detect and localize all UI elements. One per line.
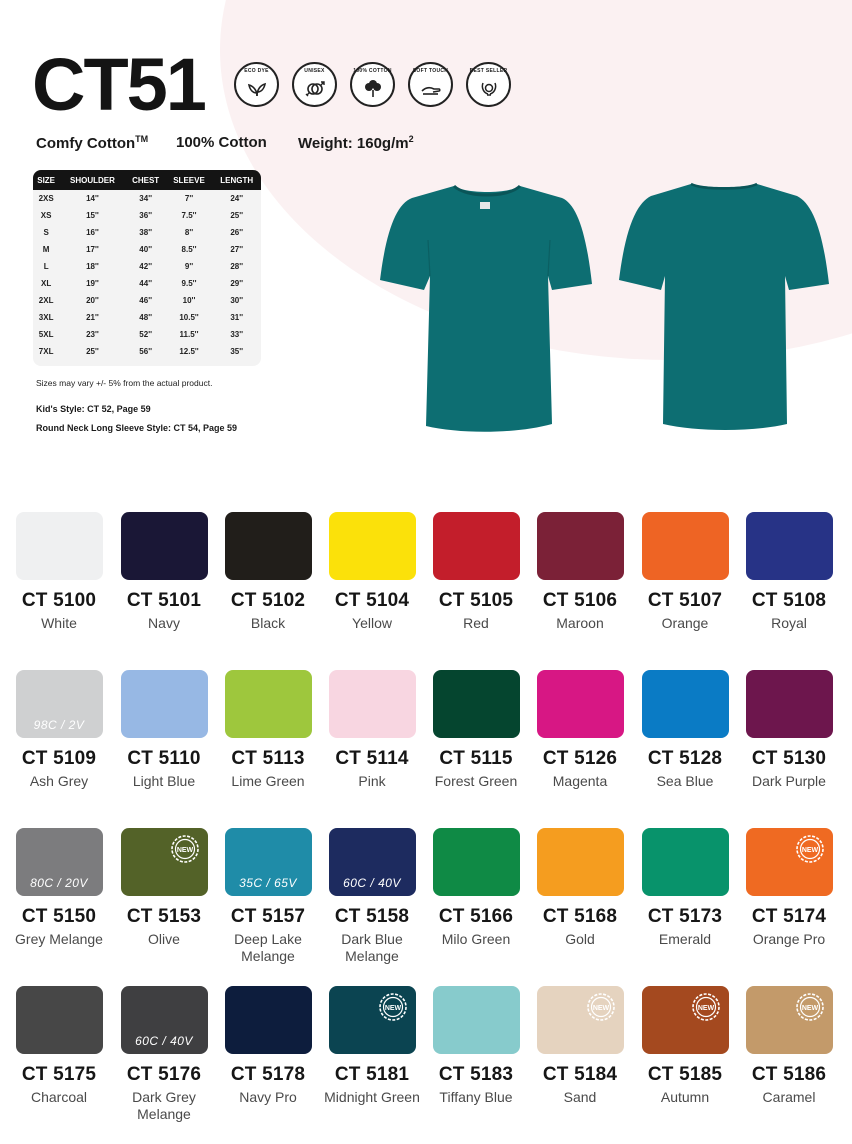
product-title: CT51 — [32, 43, 205, 126]
new-label: NEW — [697, 1005, 714, 1012]
color-name: Orange — [661, 615, 709, 631]
unisex-badge — [292, 62, 337, 107]
size-cell: 11.5'' — [179, 330, 199, 339]
color-code: CT 5130 — [751, 748, 827, 769]
color-name: Emerald — [658, 931, 712, 947]
size-row — [33, 292, 261, 309]
color-swatch-item — [424, 828, 528, 948]
color-name: White — [41, 615, 77, 631]
color-code: CT 5101 — [126, 590, 202, 611]
size-cell: 40'' — [139, 245, 152, 254]
color-chip — [433, 828, 520, 896]
color-chip — [225, 986, 312, 1054]
size-cell: 46'' — [139, 296, 152, 305]
color-name: Milo Green — [441, 931, 511, 947]
color-name: Midnight Green — [324, 1089, 420, 1105]
color-chip — [642, 986, 729, 1054]
eco-dye-badge — [234, 62, 279, 107]
size-row — [33, 258, 261, 275]
color-name: Sea Blue — [656, 773, 714, 789]
color-chip — [537, 986, 624, 1054]
new-label: NEW — [801, 1005, 818, 1012]
weight-spec — [298, 134, 414, 152]
color-chip — [16, 512, 103, 580]
size-cell: 18'' — [86, 262, 99, 271]
size-column-header: SLEEVE — [166, 170, 213, 190]
size-cell: 48'' — [139, 313, 152, 322]
color-name: Dark Grey Melange — [132, 1089, 196, 1122]
size-cell: 7.5'' — [181, 211, 197, 220]
color-swatch-item — [737, 670, 841, 790]
color-swatch-item — [424, 986, 528, 1106]
color-code: CT 5173 — [647, 906, 723, 927]
color-name: Charcoal — [30, 1089, 88, 1105]
long-sleeve-reference: Round Neck Long Sleeve Style: CT 54, Page 59 — [36, 423, 238, 433]
color-chip — [121, 986, 208, 1054]
new-badge-icon — [586, 992, 616, 1022]
color-chip — [225, 828, 312, 896]
size-row — [33, 207, 261, 224]
size-cell: 12.5'' — [179, 347, 199, 356]
color-name: Tiffany Blue — [439, 1089, 513, 1105]
size-cell: 17'' — [86, 245, 99, 254]
size-cell: 8'' — [184, 228, 194, 237]
size-cell: 9'' — [184, 262, 194, 271]
color-name: Dark Purple — [752, 773, 826, 789]
color-swatch-item — [216, 512, 320, 632]
size-column-header: SHOULDER — [59, 170, 125, 190]
size-cell: 30'' — [230, 296, 244, 305]
size-cell: 2XS — [38, 194, 54, 203]
size-cell: 9.5'' — [181, 279, 197, 288]
color-name: Olive — [148, 931, 180, 947]
color-swatch-item — [737, 512, 841, 632]
color-chip — [537, 512, 624, 580]
new-label: NEW — [592, 1005, 609, 1012]
color-chip — [746, 512, 833, 580]
badge-label: ECO DYE — [244, 68, 269, 74]
size-cell: 44'' — [139, 279, 152, 288]
color-code: CT 5106 — [542, 590, 618, 611]
color-code: CT 5178 — [230, 1064, 306, 1085]
color-chip — [746, 670, 833, 738]
color-chip — [329, 828, 416, 896]
color-chip — [537, 670, 624, 738]
fabric-blend-label: 60C / 40V — [343, 876, 401, 890]
color-swatch-item — [528, 828, 632, 948]
color-swatch-item — [424, 670, 528, 790]
size-cell: 23'' — [86, 330, 99, 339]
color-chip — [642, 828, 729, 896]
color-swatch-item — [528, 670, 632, 790]
size-cell: 25'' — [230, 211, 244, 220]
color-chip — [121, 828, 208, 896]
color-code: CT 5184 — [542, 1064, 618, 1085]
size-cell: 20'' — [86, 296, 99, 305]
color-code: CT 5181 — [334, 1064, 410, 1085]
color-code: CT 5176 — [126, 1064, 202, 1085]
size-cell: 52'' — [139, 330, 152, 339]
spec-line — [36, 134, 414, 152]
size-cell: 16'' — [86, 228, 99, 237]
size-cell: XS — [40, 211, 52, 220]
color-chip — [16, 670, 103, 738]
size-cell: 3XL — [38, 313, 54, 322]
color-swatch-item — [633, 986, 737, 1106]
hand-icon — [420, 81, 442, 97]
color-code: CT 5100 — [21, 590, 97, 611]
color-chip — [329, 986, 416, 1054]
color-swatch-item — [528, 986, 632, 1106]
color-code: CT 5128 — [647, 748, 723, 769]
size-cell: L — [43, 262, 49, 271]
size-chart — [33, 170, 261, 366]
size-cell: 36'' — [139, 211, 152, 220]
size-cell: 14'' — [86, 194, 99, 203]
size-cell: 28'' — [230, 262, 244, 271]
size-cell: M — [42, 245, 50, 254]
color-code: CT 5157 — [230, 906, 306, 927]
size-cell: 27'' — [230, 245, 244, 254]
color-chip — [16, 828, 103, 896]
color-code: CT 5175 — [21, 1064, 97, 1085]
color-name: Pink — [358, 773, 386, 789]
color-name: Black — [250, 615, 286, 631]
size-row — [33, 241, 261, 258]
color-code: CT 5102 — [230, 590, 306, 611]
trademark: TM — [135, 134, 149, 144]
soft-touch-badge — [408, 62, 453, 107]
tshirt-front-image — [376, 180, 598, 436]
leaf-icon — [247, 80, 267, 98]
color-swatch-item — [112, 670, 216, 790]
color-code: CT 5174 — [751, 906, 827, 927]
size-cell: 8.5'' — [181, 245, 197, 254]
fabric-blend-label: 98C / 2V — [33, 718, 85, 732]
color-chip — [329, 670, 416, 738]
size-row — [33, 343, 261, 360]
color-chip — [225, 512, 312, 580]
color-chip — [225, 670, 312, 738]
color-chip — [121, 670, 208, 738]
color-code: CT 5104 — [334, 590, 410, 611]
badge-label: SOFT TOUCH — [412, 68, 449, 74]
size-column-header: LENGTH — [212, 170, 261, 190]
color-name: Navy — [148, 615, 180, 631]
cotton-badge — [350, 62, 395, 107]
color-swatch-item — [7, 512, 111, 632]
color-code: CT 5105 — [438, 590, 514, 611]
size-table-header — [33, 170, 261, 190]
badge-label: 100% COTTON — [353, 68, 392, 74]
color-swatch-item — [216, 828, 320, 965]
size-cell: 7'' — [184, 194, 194, 203]
color-code: CT 5114 — [335, 748, 409, 769]
size-column-header: CHEST — [126, 170, 166, 190]
size-cell: 26'' — [230, 228, 244, 237]
new-label: NEW — [384, 1005, 401, 1012]
color-swatch-item — [112, 986, 216, 1123]
size-cell: 56'' — [139, 347, 152, 356]
color-swatch-item — [737, 828, 841, 948]
cotton-icon — [363, 80, 383, 98]
best-seller-badge — [466, 62, 511, 107]
color-code: CT 5108 — [751, 590, 827, 611]
material-spec: 100% Cotton — [176, 134, 267, 151]
color-name: Grey Melange — [15, 931, 103, 947]
color-code: CT 5153 — [126, 906, 202, 927]
size-cell: XL — [41, 279, 52, 288]
size-table-body — [33, 190, 261, 360]
color-code: CT 5126 — [542, 748, 618, 769]
weight-text: Weight: 160g/m — [298, 135, 409, 152]
color-name: Deep Lake Melange — [234, 931, 302, 964]
feature-badges — [234, 62, 511, 107]
color-code: CT 5150 — [21, 906, 97, 927]
color-swatch-item — [528, 512, 632, 632]
color-code: CT 5107 — [647, 590, 723, 611]
color-name: Autumn — [660, 1089, 710, 1105]
color-swatch-item — [737, 986, 841, 1106]
color-code: CT 5115 — [439, 748, 513, 769]
color-swatch-item — [7, 670, 111, 790]
color-chip — [433, 512, 520, 580]
color-name: Lime Green — [231, 773, 305, 789]
size-table — [33, 170, 261, 360]
badge-label: BEST SELLER — [469, 68, 508, 74]
color-chip — [16, 986, 103, 1054]
size-row — [33, 190, 261, 207]
color-code: CT 5158 — [334, 906, 410, 927]
color-chip — [329, 512, 416, 580]
size-row — [33, 309, 261, 326]
color-chip — [537, 828, 624, 896]
new-label: NEW — [176, 847, 193, 854]
gender-icon — [304, 80, 326, 98]
color-swatch-item — [320, 828, 424, 965]
color-chip — [433, 986, 520, 1054]
size-row — [33, 326, 261, 343]
color-chip — [121, 512, 208, 580]
brand-name: Comfy Cotton — [36, 135, 136, 152]
color-code: CT 5113 — [231, 748, 305, 769]
color-name: Gold — [565, 931, 595, 947]
size-cell: 7XL — [38, 347, 54, 356]
new-badge-icon — [691, 992, 721, 1022]
color-code: CT 5183 — [438, 1064, 514, 1085]
color-name: Maroon — [556, 615, 604, 631]
size-cell: 38'' — [139, 228, 152, 237]
fabric-blend-label: 35C / 65V — [239, 876, 297, 890]
tshirt-back-image — [615, 180, 833, 436]
size-row — [33, 275, 261, 292]
color-name: Yellow — [352, 615, 392, 631]
size-cell: 34'' — [139, 194, 152, 203]
size-cell: 31'' — [230, 313, 244, 322]
color-name: Forest Green — [434, 773, 518, 789]
color-code: CT 5110 — [127, 748, 201, 769]
size-column-header: SIZE — [33, 170, 59, 190]
color-swatch-item — [320, 670, 424, 790]
size-cell: 19'' — [86, 279, 99, 288]
color-name: Dark Blue Melange — [341, 931, 403, 964]
color-code: CT 5109 — [21, 748, 97, 769]
color-swatch-item — [112, 828, 216, 948]
size-cell: 35'' — [230, 347, 244, 356]
size-cell: 10.5'' — [179, 313, 199, 322]
weight-exponent: 2 — [408, 134, 414, 144]
size-row — [33, 224, 261, 241]
color-code: CT 5168 — [542, 906, 618, 927]
color-chip — [746, 986, 833, 1054]
size-cell: 33'' — [230, 330, 244, 339]
color-swatch-item — [216, 670, 320, 790]
fabric-blend-label: 60C / 40V — [135, 1034, 193, 1048]
color-chip — [642, 512, 729, 580]
badge-label: UNISEX — [304, 68, 325, 74]
size-cell: 5XL — [38, 330, 54, 339]
color-code: CT 5166 — [438, 906, 514, 927]
color-swatch-item — [633, 670, 737, 790]
size-cell: 10'' — [182, 296, 196, 305]
size-cell: 24'' — [230, 194, 244, 203]
new-badge-icon — [795, 834, 825, 864]
color-name: Ash Grey — [29, 773, 89, 789]
size-cell: 42'' — [139, 262, 152, 271]
color-swatch-item — [112, 512, 216, 632]
color-swatch-item — [216, 986, 320, 1106]
new-badge-icon — [170, 834, 200, 864]
color-swatch-item — [7, 828, 111, 948]
brand-spec — [36, 134, 176, 152]
color-name: Red — [463, 615, 489, 631]
color-name: Caramel — [762, 1089, 816, 1105]
color-chip — [746, 828, 833, 896]
size-cell: 25'' — [86, 347, 99, 356]
color-code: CT 5185 — [647, 1064, 723, 1085]
size-cell: 29'' — [230, 279, 244, 288]
fabric-blend-label: 80C / 20V — [30, 876, 88, 890]
new-badge-icon — [795, 992, 825, 1022]
trophy-icon — [479, 80, 499, 98]
color-name: Orange Pro — [752, 931, 826, 947]
new-label: NEW — [801, 847, 818, 854]
size-cell: 2XL — [38, 296, 54, 305]
color-swatch-item — [7, 986, 111, 1106]
color-name: Royal — [771, 615, 807, 631]
color-name: Light Blue — [132, 773, 196, 789]
size-cell: 15'' — [86, 211, 99, 220]
color-swatch-item — [424, 512, 528, 632]
color-chip — [433, 670, 520, 738]
kids-style-reference: Kid's Style: CT 52, Page 59 — [36, 404, 151, 414]
color-chip — [642, 670, 729, 738]
color-name: Sand — [563, 1089, 597, 1105]
color-swatch-item — [320, 512, 424, 632]
color-code: CT 5186 — [751, 1064, 827, 1085]
color-name: Navy Pro — [239, 1089, 297, 1105]
color-name: Magenta — [552, 773, 608, 789]
size-cell: 21'' — [86, 313, 99, 322]
size-cell: S — [43, 228, 49, 237]
color-swatch-item — [320, 986, 424, 1106]
new-badge-icon — [378, 992, 408, 1022]
size-variance-note: Sizes may vary +/- 5% from the actual product. — [36, 378, 213, 388]
color-swatch-item — [633, 828, 737, 948]
color-swatch-item — [633, 512, 737, 632]
